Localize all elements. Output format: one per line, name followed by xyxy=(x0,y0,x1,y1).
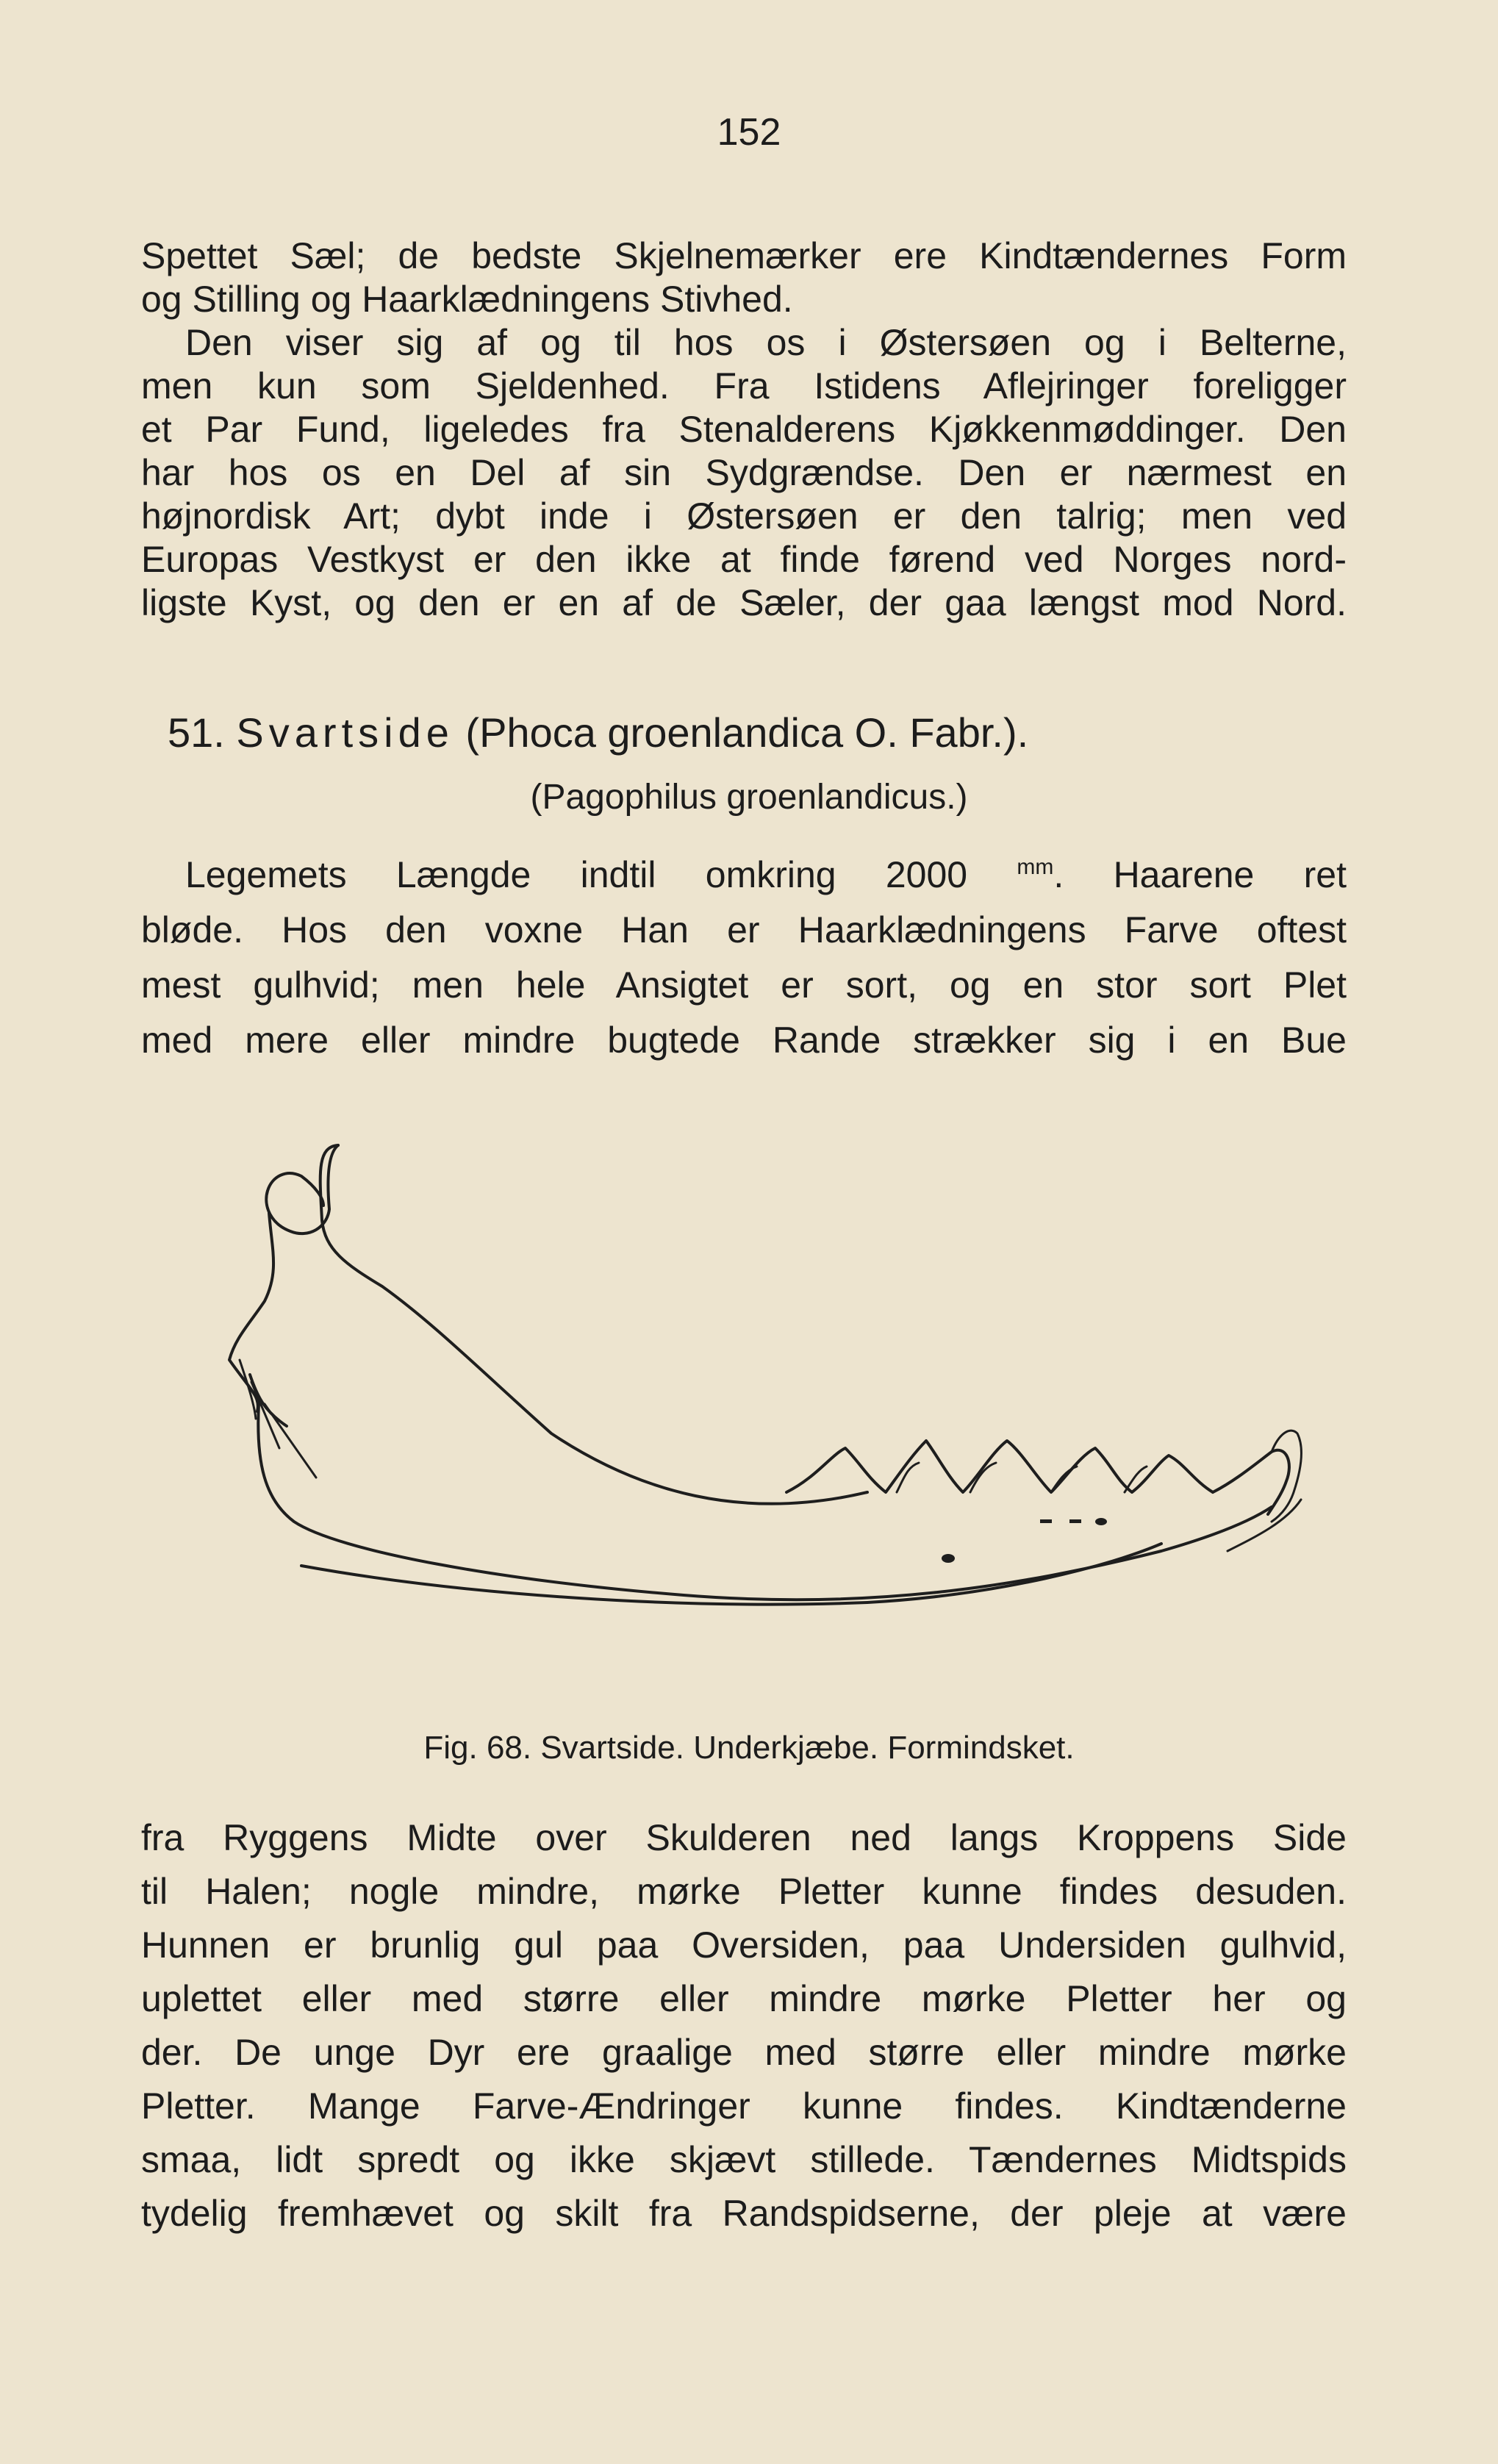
text-line: et Par Fund, ligeledes fra Stenalderens Kjøkkenmøddinger. Den xyxy=(141,409,1347,450)
length-text: Legemets Længde indtil omkring 2000 xyxy=(185,854,968,895)
species-number: 51. xyxy=(168,709,225,756)
text-line: mest gulhvid; men hele Ansigtet er sort, og en stor sort Plet xyxy=(141,964,1347,1006)
jaw-lower-line xyxy=(301,1544,1161,1605)
figure-caption: Fig. 68. Svartside. Underkjæbe. Formindsket. xyxy=(423,1730,1075,1766)
text-line: tydelig fremhævet og skilt fra Randspidserne, der pleje at være xyxy=(141,2193,1347,2234)
species-heading xyxy=(168,707,1314,759)
text-line: uplettet eller med større eller mindre mørke Pletter her og xyxy=(141,1978,1347,2019)
text-line: smaa, lidt spredt og ikke skjævt stillede. Tændernes Midtspids xyxy=(141,2139,1347,2180)
text-line: ligste Kyst, og den er en af de Sæler, der gaa længst mod Nord. xyxy=(141,582,1347,623)
text-line xyxy=(185,853,1347,897)
species-synonym: (Pagophilus groenlandicus.) xyxy=(530,778,968,817)
unit-mm: mm xyxy=(1017,855,1054,879)
lower-jaw-drawing xyxy=(169,1081,1345,1727)
tooth-row xyxy=(786,1441,1213,1492)
species-name: Svartside xyxy=(236,709,454,756)
length-text-after: . Haarene ret xyxy=(1053,854,1347,895)
page-number: 152 xyxy=(717,111,781,154)
foramen-dot xyxy=(1040,1519,1052,1523)
jaw-figure xyxy=(169,1081,1345,1727)
text-line: Den viser sig af og til hos os i Østersøen og i Belterne, xyxy=(185,322,1347,363)
text-line: men kun som Sjeldenhed. Fra Istidens Aflejringer foreligger xyxy=(141,365,1347,407)
jaw-condyle xyxy=(266,1145,338,1233)
species-latin: (Phoca groenlandica O. Fabr.). xyxy=(465,709,1029,756)
jaw-inner-ridge xyxy=(265,1404,316,1478)
foramen-dot xyxy=(1095,1518,1107,1525)
text-line: Pletter. Mange Farve-Ændringer kunne findes. Kindtænderne xyxy=(141,2085,1347,2127)
jaw-outline-upper xyxy=(320,1145,867,1504)
foramen-dot xyxy=(942,1554,955,1563)
text-line: Hunnen er brunlig gul paa Oversiden, paa Undersiden gulhvid, xyxy=(141,1924,1347,1966)
text-line: højnordisk Art; dybt inde i Østersøen er den talrig; men ved xyxy=(141,495,1347,537)
text-line: har hos os en Del af sin Sydgrændse. Den er nærmest en xyxy=(141,452,1347,493)
canine-tooth xyxy=(1213,1450,1289,1514)
text-line: der. De unge Dyr ere graalige med større eller mindre mørke xyxy=(141,2032,1347,2073)
text-line: bløde. Hos den voxne Han er Haarklædningens Farve oftest xyxy=(141,909,1347,950)
jaw-ventral-border xyxy=(258,1404,1272,1600)
text-line: Spettet Sæl; de bedste Skjelnemærker ere Kindtændernes Form xyxy=(141,235,1347,276)
foramina xyxy=(942,1518,1107,1563)
text-line: Europas Vestkyst er den ikke at finde førend ved Norges nord- xyxy=(141,539,1347,580)
foramen-dot xyxy=(1069,1519,1081,1523)
text-line: og Stilling og Haarklædningens Stivhed. xyxy=(141,279,793,320)
text-line: til Halen; nogle mindre, mørke Pletter kunne findes desuden. xyxy=(141,1871,1347,1912)
text-line: med mere eller mindre bugtede Rande strækker sig i en Bue xyxy=(141,1020,1347,1061)
text-line: fra Ryggens Midte over Skulderen ned langs Kroppens Side xyxy=(141,1817,1347,1858)
